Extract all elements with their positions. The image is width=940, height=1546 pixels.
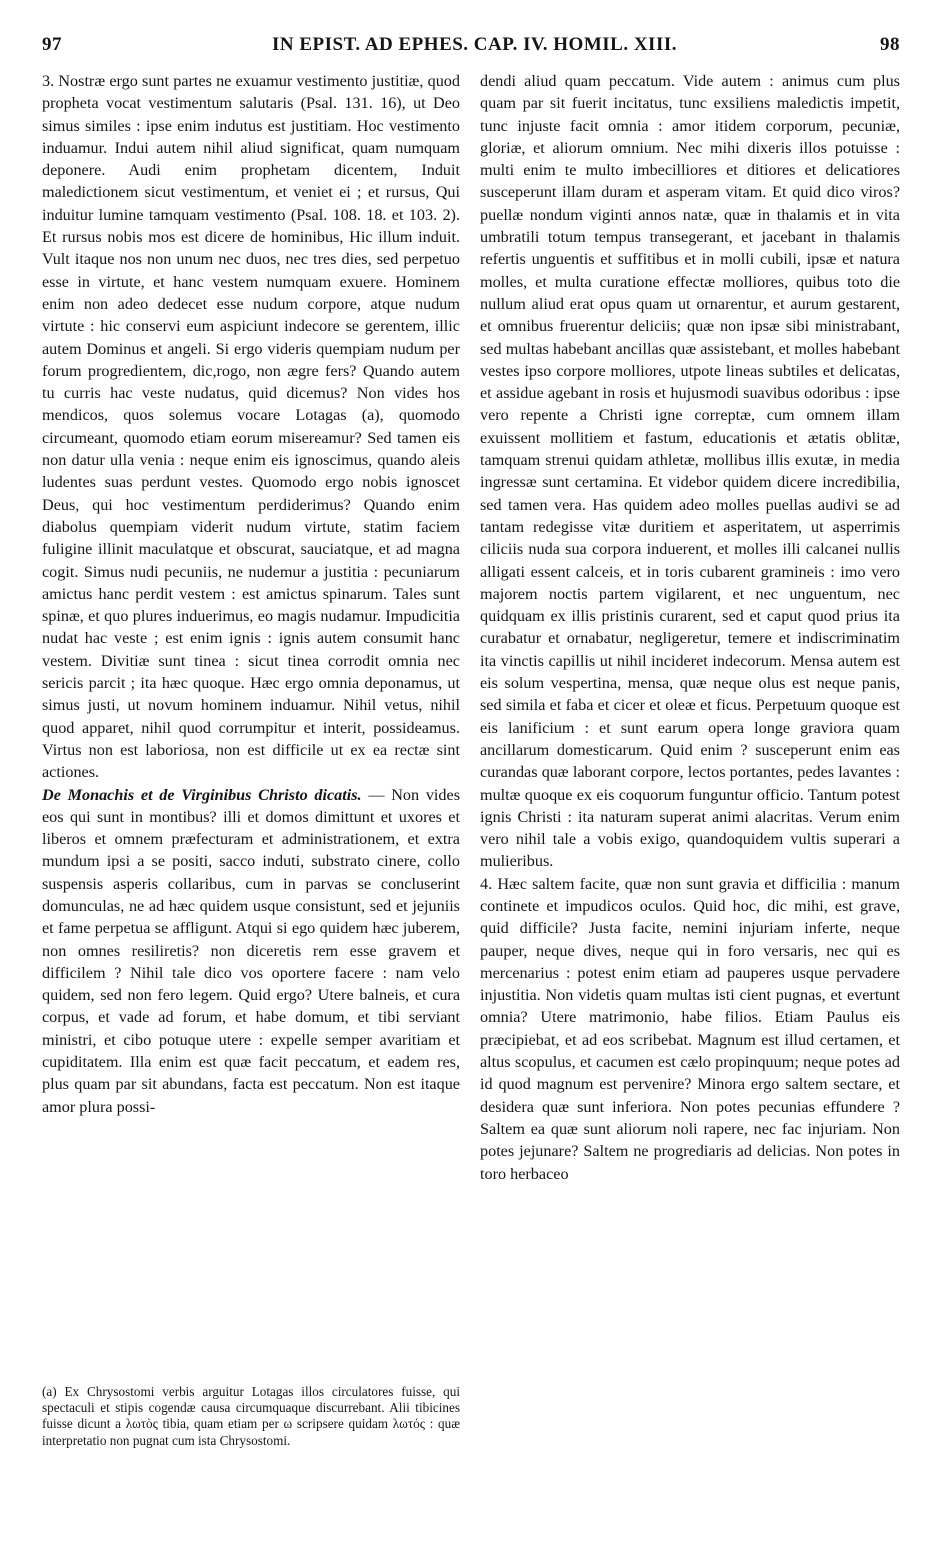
running-header [0,34,940,56]
paragraph-section-4: 4. Hæc saltem facite, quæ non sunt gravia et difficilia : manum continete et impudicos oculos. Quid hoc, dic mihi, est grave, quid difficile? Justa facite, nemini injuriam inferte, neque pauper, neque dives, neque qui in foro versaris, nec qui es mercenarius : potest enim etiam ad pauperes usque pervadere injustitia. Non videtis quam multas isti cient pugnas, et evertunt omnia? Utere matrimonio, habe filios. Etiam Paulus eis præcipiebat, et ad eos scribebat. Magnum est illud certamen, et altus scopulus, et cacumen est cælo propinquum; neque potes ad id quod magnum est pervenire? Minora ergo saltem sectare, et desidera quæ sunt inferiora. Non potes pecunias effundere ? Saltem ea quæ sunt aliorum noli rapere, nec fac injuriam. Non potes jejunare? Saltem ne progrediaris ad delicias. Non potes in toro herbaceo [480,874,900,1183]
footnote-text: (a) Ex Chrysostomi verbis arguitur Lotagas illos circulatores fuisse, qui spectaculi et stipis cogendæ causa circumquaque discurrebant. Alii tibicines fuisse dicunt a λωτὸς tibia, quam etiam per ω scripsere quidam λωτός : quæ interpretatio non pugnat cum ista Chrysostomi. [42,1384,460,1448]
paragraph-monks: — Non vides eos qui sunt in montibus? illi et domos dimittunt et uxores et liberos et omnem præfecturam et administrationem, et extra mundum ipsi a se positi, sacco induti, substrato cinere, collo suspensis asperis collaribus, cum in parvas se concluserint domunculas, ne ad hæc quidem usque consistunt, sed et jejuniis et fame perpetua se affligunt. Atqui si ego quidem hæc juberem, non omnes resiliretis? non diceretis rem esse gravem et difficilem ? Nihil tale dico vos oportere facere : nam velo quidem, sed non fero legem. Quid ergo? Utere balneis, et cura corpus, et vade ad forum, et habe domum, et tibi serviant ministri, et cibo potuque utere : expelle semper avaritiam et cupiditatem. Illa enim est quæ facit peccatum, et eadem res, plus quam par sit abundans, facta est peccatum. Non est itaque amor plura possi- [42,785,460,1116]
right-column [480,70,900,1185]
page-number-right: 98 [880,34,900,55]
section-title: De Monachis et de Virginibus Christo dicatis. [42,785,362,804]
page-number-left: 97 [42,34,62,55]
left-column [42,70,460,1118]
footnote [42,1384,460,1449]
paragraph-continuation: dendi aliud quam peccatum. Vide autem : animus cum plus quam par sit fuerit incitatus, tunc exsiliens maledictis impetit, tunc injuste facit omnia : amor itidem corporum, pecuniæ, gloriæ, et aliorum omnium. Nec mihi dixeris illos potuisse : multi enim te multo imbecilliores et ditiores et delicatiores susceperunt illam duram et asperam vitam. Et quid dico viros? puellæ nondum viginti annos natæ, quæ in thalamis et in vita umbratili totum tempus transegerant, et jacebant in thalamis refertis unguentis et suffitibus et in molli cubili, ipsæ et natura molles, et multa curatione effectæ molliores, quibus toto die nullum aliud erat opus quam ut ornarentur, et aurum gestarent, et omnibus fruerentur deliciis; quæ non ipsæ sibi ministrabant, sed multas habebant ancillas quæ assistebant, et molles habebant vestes ipso corpore molliores, utpote lineas subtiles et delicatas, et assidue agebant in rosis et hujusmodi suavibus odoribus : ipse vero repente a Christi igne correptæ, cum omnem illam exuissent mollitiem et fastum, educationis et ætatis oblitæ, tamquam strenui quidam athletæ, mollibus illis exutæ, in media ingressæ sunt certamina. Et videbor quidem dicere incredibilia, sed tamen vera. Has quidem adeo molles puellas audivi se ad tantam redegisse vitæ duritiem et asperitatem, ut asperrimis ciliciis nuda sua corpora induerent, et molles illi calcanei nullis alligati essent calceis, et in toris cubarent gramineis : imo vero majorem noctis partem vigilarent, et nec unguentum, nec quidquam ex illis pristinis curarent, sed et caput quod prius ita curabatur et ornabatur, negligeretur, temere et indiscriminatim ita vinctis capillis ut nihil incideret indecorum. Mensa autem est eis solum vespertina, mensa, quæ neque olus est neque panis, sed simila et faba et cicer et oleæ et ficus. Perpetuum quoque est eis lanificium : et sunt earum opera longe graviora quam ancillarum domesticarum. Quid enim ? susceperunt enim eas curandas quæ laborant corpore, lectos portantes, pedes lavantes : multæ quoque ex eis coquorum funguntur officio. Tantum potest ignis Christi : ita naturam superat animi alacritas. Verum enim vero nihil tale a vobis exigo, quandoquidem vultis superari a mulieribus. [480,72,900,871]
running-title: IN EPIST. AD EPHES. CAP. IV. HOMIL. XIII. [272,34,677,55]
paragraph-section-3: 3. Nostræ ergo sunt partes ne exuamur vestimento justitiæ, quod propheta vocat vestimentum salutaris (Psal. 131. 16), ut Deo simus similes : ipse enim indutus est justitiam. Hoc vestimento induamur. Indui autem nihil aliud significat, quam numquam deponere. Audi enim prophetam dicentem, Induit maledictionem sicut vestimentum, et veniet ei ; et rursus, Qui induitur lumine tamquam vestimento (Psal. 108. 18. et 103. 2). Et rursus nobis mos est dicere de hominibus, Hic illum induit. Vult itaque nos non unum nec duos, nec tres dies, sed perpetuo esse in virtute, et hanc vestem numquam exuere. Hominem enim non adeo dedecet esse nudum corpore, atque nudum virtute : hic conservi eum aspiciunt indecore se gerentem, illic autem Dominus et angeli. Si ergo videris quempiam nudum per forum progredientem, dic,rogo, non ægre fers? Quando autem tu curris hac veste nudatus, quid dicemus? Non vides hos mendicos, quos solemus vocare Lotagas (a), quomodo circumeant, quomodo etiam eorum misereamur? Sed tamen eis non datur ulla venia : neque enim eis ignoscimus, quando aleis ludentes suas perdunt vestes. Quomodo ergo nobis ignoscet Deus, qui hoc vestimentum perdiderimus? Quando enim diabolus quempiam viderit nudum virtute, statim faciem fuligine illinit maculatque et obscurat, sauciatque, et ad magna cogit. Simus nudi pecuniis, ne nudemur a justitia : pecuniarum amictus hanc perdit vestem : est amictus spinarum. Tales sunt spinæ, et quo plures induerimus, eo magis nudamur. Impudicitia nudat hac veste ; est enim ignis : ignis autem consumit hanc vestem. Divitiæ sunt tinea : sicut tinea corrodit omnia nec sericis parcit ; ita hæc quoque. Hæc ergo omnia deponamus, ut simus justi, ut novum hominem induamur. Nihil vetus, nihil quod apparet, nihil quod corrumpitur et interit, possideamus. Virtus non est laboriosa, non est difficile ut ex ea rectæ sint actiones. [42,72,460,782]
section-paragraph [42,784,460,1118]
